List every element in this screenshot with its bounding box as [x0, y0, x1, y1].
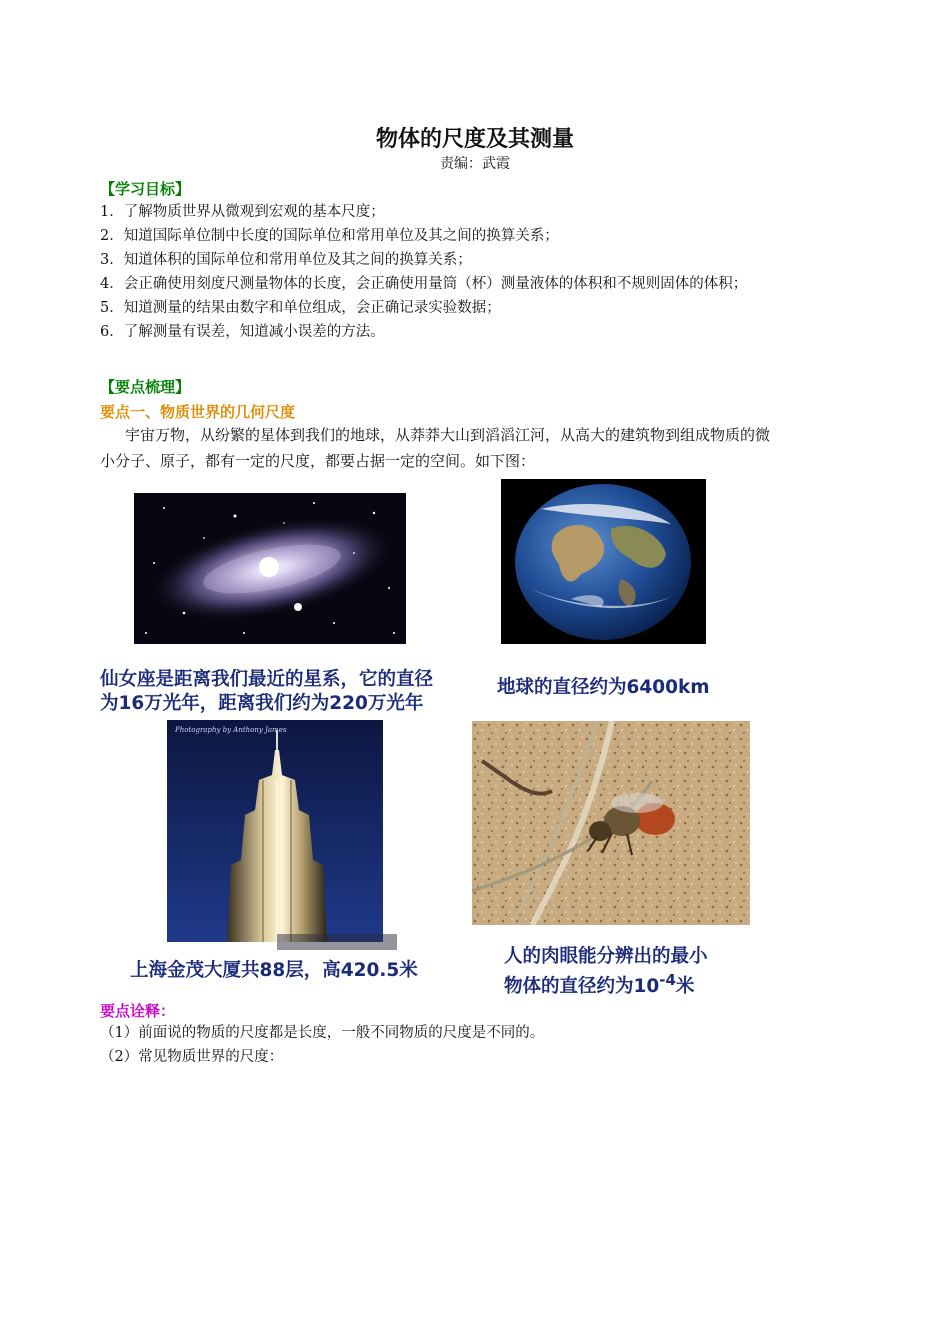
- goal-item: 4．会正确使用刻度尺测量物体的长度，会正确使用量筒（杯）测量液体的体积和不规则固体的体积；: [100, 276, 748, 292]
- tower-caption: 上海金茂大厦共88层，高420.5米: [130, 960, 418, 981]
- page-title: 物体的尺度及其测量: [375, 126, 574, 152]
- goals-list: [100, 200, 747, 344]
- note-item: （2）常见物质世界的尺度：: [100, 1049, 284, 1065]
- editor-line: 责编：武霞: [440, 156, 510, 172]
- points-heading: 【要点梳理】: [100, 378, 191, 396]
- notes-list: [100, 1021, 544, 1069]
- intro-line-2: 小分子、原子，都有一定的尺度，都要占据一定的空间。如下图：: [100, 452, 536, 470]
- point1-title: 要点一、物质世界的几何尺度: [100, 403, 296, 421]
- goal-item: 2．知道国际单位制中长度的国际单位和常用单位及其之间的换算关系；: [100, 228, 559, 244]
- tower-photo-credit: Photography by Anthony James: [175, 726, 287, 734]
- earth-image: [501, 479, 706, 644]
- goal-item: 1．了解物质世界从微观到宏观的基本尺度；: [100, 204, 385, 220]
- goal-item: 5．知道测量的结果由数字和单位组成，会正确记录实验数据；: [100, 300, 501, 316]
- bee-caption-prefix: 物体的直径约为10: [504, 976, 660, 998]
- earth-caption: 地球的直径约为6400km: [497, 677, 710, 698]
- galaxy-caption-line-2: 为16万光年，距离我们约为220万光年: [100, 693, 424, 714]
- note-item: （1）前面说的物质的尺度都是长度，一般不同物质的尺度是不同的。: [100, 1025, 545, 1041]
- notes-heading: 要点诠释：: [100, 1002, 176, 1020]
- bee-caption-suffix: 米: [675, 976, 695, 998]
- goal-item: 3．知道体积的国际单位和常用单位及其之间的换算关系；: [100, 252, 472, 268]
- galaxy-caption-line-1: 仙女座是距离我们最近的星系，它的直径: [100, 669, 434, 690]
- tower-image: [167, 720, 399, 952]
- goals-heading: 【学习目标】: [100, 180, 191, 198]
- galaxy-image: [134, 493, 406, 644]
- bee-caption-line-2: [504, 968, 694, 999]
- bee-caption-line-1: 人的肉眼能分辨出的最小: [504, 946, 708, 967]
- bee-image: [472, 721, 750, 925]
- bee-caption-exponent: -4: [659, 971, 676, 989]
- goal-item: 6．了解测量有误差，知道减小误差的方法。: [100, 324, 385, 340]
- intro-line-1: 宇宙万物，从纷繁的星体到我们的地球，从莽莽大山到滔滔江河，从高大的建筑物到组成物质的微: [125, 426, 771, 444]
